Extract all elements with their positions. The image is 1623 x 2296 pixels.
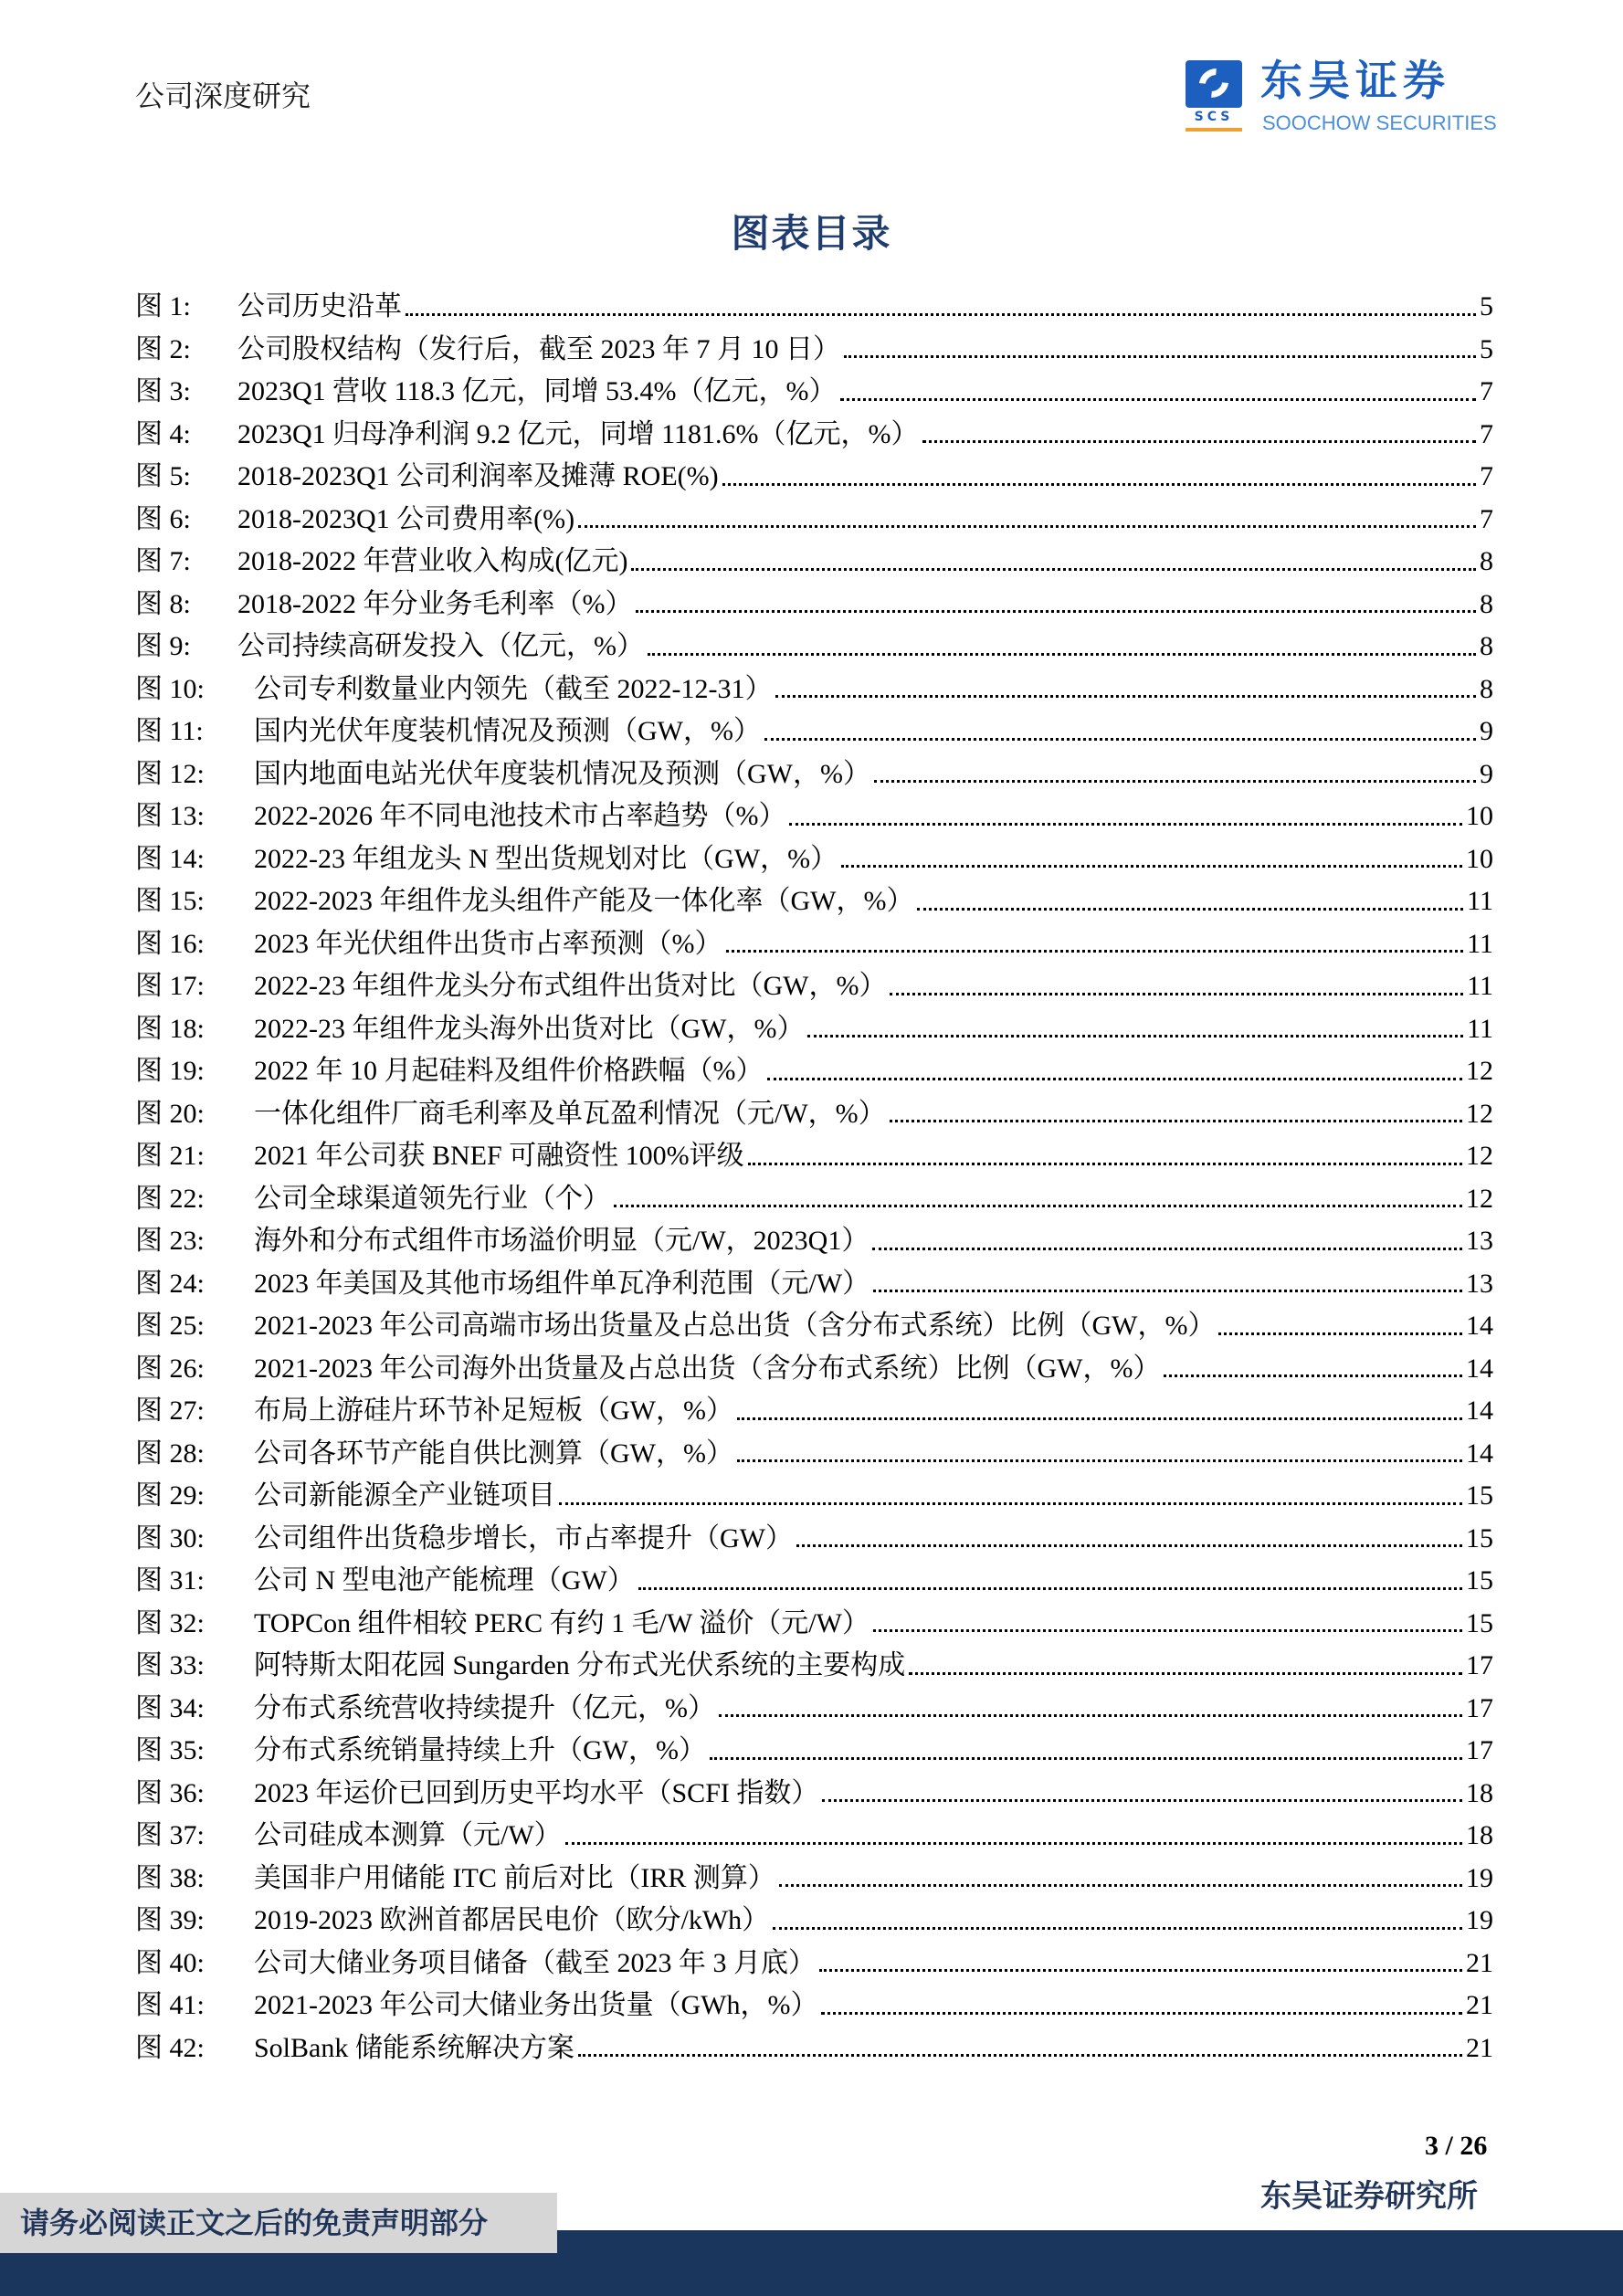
figure-title: 2023 年美国及其他市场组件单瓦净利范围（元/W） — [254, 1268, 870, 1299]
toc-entry[interactable] — [135, 1475, 1493, 1518]
page-ref: 12 — [1466, 1098, 1493, 1129]
dot-leader — [821, 2012, 1462, 2015]
figure-title: 2018-2023Q1 公司费用率(%) — [237, 503, 575, 534]
dot-leader — [890, 993, 1463, 995]
logo-chinese-name: 东吴证券 — [1260, 56, 1450, 105]
dot-leader — [873, 1290, 1462, 1292]
figure-label: 图 17: — [135, 971, 205, 1001]
dot-leader — [1164, 1374, 1462, 1377]
toc-entry[interactable] — [135, 626, 1493, 669]
figure-title: SolBank 储能系统解决方案 — [254, 2032, 574, 2063]
dot-leader — [917, 908, 1463, 911]
figure-title: 公司组件出货稳步增长，市占率提升（GW） — [254, 1522, 793, 1553]
page-ref: 14 — [1466, 1438, 1493, 1469]
toc-entry[interactable] — [135, 1688, 1493, 1731]
page-ref: 7 — [1480, 376, 1493, 406]
toc-entry[interactable] — [135, 795, 1493, 838]
figure-label: 图 25: — [135, 1311, 205, 1341]
toc-entry[interactable] — [135, 541, 1493, 584]
page-ref: 19 — [1466, 1862, 1493, 1893]
page-ref: 17 — [1466, 1735, 1493, 1765]
page-ref: 12 — [1466, 1183, 1493, 1214]
figure-label: 图 34: — [135, 1692, 205, 1723]
dot-leader — [890, 1120, 1462, 1122]
figure-title: 2022-23 年组件龙头海外出货对比（GW，%） — [254, 1013, 805, 1044]
toc-entry[interactable] — [135, 1433, 1493, 1476]
toc-entry[interactable] — [135, 1050, 1493, 1093]
dot-leader — [1218, 1332, 1462, 1335]
figure-label: 图 2: — [135, 333, 191, 364]
figure-label: 图 27: — [135, 1396, 205, 1426]
toc-entry[interactable] — [135, 1263, 1493, 1306]
figure-title: 2021 年公司获 BNEF 可融资性 100%评级 — [254, 1141, 744, 1171]
figure-label: 图 9: — [135, 631, 191, 661]
figure-label: 图 39: — [135, 1905, 205, 1935]
page-ref: 8 — [1480, 546, 1493, 576]
dot-leader — [764, 738, 1476, 741]
toc-entry[interactable] — [135, 499, 1493, 542]
figure-label: 图 8: — [135, 588, 191, 619]
toc-entry[interactable] — [135, 1815, 1493, 1858]
dot-leader — [578, 525, 1476, 528]
figure-label: 图 41: — [135, 1990, 205, 2020]
toc-entry[interactable] — [135, 711, 1493, 753]
figure-label: 图 32: — [135, 1607, 205, 1638]
figure-label: 图 23: — [135, 1226, 205, 1256]
dot-leader — [844, 355, 1476, 358]
page-ref: 9 — [1480, 758, 1493, 789]
figure-title: 公司专利数量业内领先（截至 2022-12-31） — [254, 673, 773, 704]
toc-entry[interactable] — [135, 1560, 1493, 1603]
toc-entry[interactable] — [135, 1348, 1493, 1391]
dot-leader — [578, 2054, 1462, 2057]
figure-index-list — [135, 286, 1493, 2070]
page-ref: 15 — [1466, 1607, 1493, 1638]
figure-title: 公司 N 型电池产能梳理（GW） — [254, 1565, 635, 1596]
toc-entry[interactable] — [135, 329, 1493, 372]
figure-label: 图 12: — [135, 758, 205, 789]
page-ref: 5 — [1480, 291, 1493, 321]
page-ref: 10 — [1466, 843, 1493, 874]
dot-leader — [767, 1078, 1463, 1080]
page-ref: 14 — [1466, 1353, 1493, 1384]
page-ref: 15 — [1466, 1565, 1493, 1596]
toc-entry[interactable] — [135, 1178, 1493, 1221]
figure-label: 图 16: — [135, 928, 205, 959]
figure-label: 图 11: — [135, 716, 204, 746]
page-ref: 8 — [1480, 588, 1493, 619]
figure-title: 2022-23 年组龙头 N 型出货规划对比（GW，%） — [254, 843, 838, 874]
page-ref: 7 — [1480, 461, 1493, 491]
page-number: 3 / 26 — [1425, 2131, 1488, 2161]
figure-title: 公司各环节产能自供比测算（GW，%） — [254, 1438, 733, 1469]
dot-leader — [773, 1927, 1462, 1930]
figure-label: 图 7: — [135, 546, 191, 576]
toc-entry[interactable] — [135, 838, 1493, 881]
toc-entry[interactable] — [135, 371, 1493, 414]
dot-leader — [796, 1544, 1462, 1547]
dot-leader — [648, 653, 1476, 656]
toc-entry[interactable] — [135, 965, 1493, 1008]
toc-entry[interactable] — [135, 456, 1493, 499]
figure-title: 2018-2022 年营业收入构成(亿元) — [237, 546, 628, 576]
figure-label: 图 35: — [135, 1735, 205, 1765]
dot-leader — [719, 1714, 1462, 1717]
figure-title: 海外和分布式组件市场溢价明显（元/W，2023Q1） — [254, 1226, 869, 1256]
figure-title: 国内光伏年度装机情况及预测（GW，%） — [254, 716, 761, 746]
figure-title: 2019-2023 欧洲首都居民电价（欧分/kWh） — [254, 1905, 770, 1935]
page-ref: 21 — [1466, 1990, 1493, 2020]
page-ref: 11 — [1467, 1013, 1493, 1044]
figure-label: 图 19: — [135, 1056, 205, 1086]
page-title: 图表目录 — [731, 214, 892, 256]
toc-entry[interactable] — [135, 1305, 1493, 1348]
dot-leader — [807, 1035, 1463, 1037]
figure-title: 一体化组件厂商毛利率及单瓦盈利情况（元/W，%） — [254, 1098, 886, 1129]
dot-leader — [874, 780, 1476, 783]
figure-title: 2023 年光伏组件出货市占率预测（%） — [254, 928, 722, 959]
toc-entry[interactable] — [135, 923, 1493, 966]
figure-title: 2021-2023 年公司大储业务出货量（GWh，%） — [254, 1990, 818, 2020]
dot-leader — [614, 1205, 1462, 1207]
dot-leader — [636, 610, 1476, 613]
dot-leader — [922, 440, 1476, 443]
figure-title: 2021-2023 年公司海外出货量及占总出货（含分布式系统）比例（GW，%） — [254, 1353, 1161, 1384]
dot-leader — [775, 695, 1476, 698]
page-ref: 13 — [1466, 1268, 1493, 1299]
toc-entry[interactable] — [135, 414, 1493, 457]
figure-label: 图 40: — [135, 1947, 205, 1978]
toc-entry[interactable] — [135, 753, 1493, 796]
figure-title: 美国非户用储能 ITC 前后对比（IRR 测算） — [254, 1862, 775, 1893]
dot-leader — [710, 1757, 1462, 1760]
figure-label: 图 15: — [135, 886, 205, 916]
figure-label: 图 20: — [135, 1098, 205, 1129]
figure-title: 2022 年 10 月起硅料及组件价格跌幅（%） — [254, 1056, 764, 1086]
dot-leader — [737, 1417, 1462, 1420]
dot-leader — [748, 1163, 1462, 1165]
page-ref: 17 — [1466, 1650, 1493, 1680]
page-ref: 19 — [1466, 1905, 1493, 1935]
dot-leader — [789, 823, 1462, 826]
toc-entry[interactable] — [135, 1008, 1493, 1051]
figure-label: 图 33: — [135, 1650, 205, 1680]
dot-leader — [737, 1459, 1462, 1462]
figure-title: 国内地面电站光伏年度装机情况及预测（GW，%） — [254, 758, 870, 789]
toc-entry[interactable] — [135, 669, 1493, 711]
disclaimer-box — [0, 2193, 557, 2253]
toc-entry[interactable] — [135, 880, 1493, 923]
figure-title: 公司历史沿革 — [237, 291, 402, 321]
figure-label: 图 24: — [135, 1268, 205, 1299]
figure-title: 2018-2022 年分业务毛利率（%） — [237, 588, 633, 619]
figure-title: 公司硅成本测算（元/W） — [254, 1820, 562, 1850]
disclaimer-text: 请务必阅读正文之后的免责声明部分 — [20, 2206, 489, 2239]
dot-leader — [565, 1842, 1462, 1845]
toc-entry[interactable] — [135, 1943, 1493, 1985]
toc-entry[interactable] — [135, 1645, 1493, 1688]
page-ref: 7 — [1480, 418, 1493, 449]
figure-label: 图 6: — [135, 503, 191, 534]
toc-entry[interactable] — [135, 2027, 1493, 2070]
figure-title: 分布式系统销量持续上升（GW，%） — [254, 1735, 706, 1765]
toc-entry[interactable] — [135, 1518, 1493, 1561]
figure-title: 2023 年运价已回到历史平均水平（SCFI 指数） — [254, 1777, 819, 1808]
page-ref: 21 — [1466, 1947, 1493, 1978]
page-ref: 14 — [1466, 1311, 1493, 1341]
page-ref: 5 — [1480, 333, 1493, 364]
figure-label: 图 3: — [135, 376, 191, 406]
figure-label: 图 22: — [135, 1183, 205, 1214]
page-ref: 8 — [1480, 631, 1493, 661]
toc-entry[interactable] — [135, 1730, 1493, 1773]
dot-leader — [873, 1629, 1462, 1632]
page-ref: 12 — [1466, 1141, 1493, 1171]
figure-label: 图 26: — [135, 1353, 205, 1384]
dot-leader — [638, 1587, 1462, 1590]
dot-leader — [819, 1969, 1462, 1972]
logo-abbr: SCS — [1194, 110, 1234, 124]
toc-entry[interactable] — [135, 1858, 1493, 1901]
page-ref: 21 — [1466, 2032, 1493, 2063]
toc-entry[interactable] — [135, 1900, 1493, 1943]
figure-title: TOPCon 组件相较 PERC 有约 1 毛/W 溢价（元/W） — [254, 1607, 869, 1638]
figure-title: 公司新能源全产业链项目 — [254, 1480, 555, 1511]
toc-entry[interactable] — [135, 1773, 1493, 1816]
figure-title: 2022-2023 年组件龙头组件产能及一体化率（GW，%） — [254, 886, 914, 916]
figure-title: 公司大储业务项目储备（截至 2023 年 3 月底） — [254, 1947, 816, 1978]
page-ref: 15 — [1466, 1480, 1493, 1511]
dot-leader — [779, 1884, 1462, 1887]
figure-title: 2023Q1 营收 118.3 亿元，同增 53.4%（亿元，%） — [237, 376, 837, 406]
figure-label: 图 28: — [135, 1438, 205, 1469]
report-type-label: 公司深度研究 — [135, 79, 311, 112]
figure-title: 分布式系统营收持续提升（亿元，%） — [254, 1692, 715, 1723]
dot-leader — [872, 1248, 1462, 1250]
figure-label: 图 13: — [135, 801, 205, 831]
page-ref: 14 — [1466, 1396, 1493, 1426]
figure-label: 图 31: — [135, 1565, 205, 1596]
page-ref: 18 — [1466, 1820, 1493, 1850]
toc-entry[interactable] — [135, 1390, 1493, 1433]
figure-title: 2021-2023 年公司高端市场出货量及占总出货（含分布式系统）比例（GW，%） — [254, 1311, 1216, 1341]
figure-label: 图 21: — [135, 1141, 205, 1171]
dot-leader — [822, 1799, 1462, 1802]
dot-leader — [406, 313, 1476, 316]
toc-entry[interactable] — [135, 584, 1493, 627]
figure-title: 布局上游硅片环节补足短板（GW，%） — [254, 1396, 733, 1426]
page-ref: 10 — [1466, 801, 1493, 831]
page-ref: 15 — [1466, 1522, 1493, 1553]
page-ref: 12 — [1466, 1056, 1493, 1086]
toc-entry[interactable] — [135, 1135, 1493, 1178]
toc-entry[interactable] — [135, 286, 1493, 329]
figure-title: 2023Q1 归母净利润 9.2 亿元，同增 1181.6%（亿元，%） — [237, 418, 919, 449]
figure-title: 阿特斯太阳花园 Sungarden 分布式光伏系统的主要构成 — [254, 1650, 906, 1680]
figure-title: 2018-2023Q1 公司利润率及摊薄 ROE(%) — [237, 461, 719, 491]
figure-label: 图 14: — [135, 843, 205, 874]
figure-label: 图 37: — [135, 1820, 205, 1850]
dot-leader — [726, 950, 1464, 953]
toc-entry[interactable] — [135, 1093, 1493, 1136]
page-ref: 11 — [1467, 971, 1493, 1001]
dot-leader — [909, 1672, 1462, 1675]
page-ref: 7 — [1480, 503, 1493, 534]
dot-leader — [631, 568, 1476, 571]
dot-leader — [841, 865, 1462, 868]
figure-label: 图 4: — [135, 418, 191, 449]
figure-label: 图 10: — [135, 673, 205, 704]
figure-label: 图 42: — [135, 2032, 205, 2063]
footer-organization: 东吴证券研究所 — [1260, 2180, 1478, 2214]
figure-title: 2022-2026 年不同电池技术市占率趋势（%） — [254, 801, 786, 831]
figure-label: 图 18: — [135, 1013, 205, 1044]
dot-leader — [722, 483, 1476, 486]
figure-label: 图 38: — [135, 1862, 205, 1893]
figure-title: 公司持续高研发投入（亿元，%） — [237, 631, 644, 661]
dot-leader — [840, 398, 1476, 401]
page-ref: 17 — [1466, 1692, 1493, 1723]
logo-mark-icon — [1186, 60, 1242, 108]
page-ref: 18 — [1466, 1777, 1493, 1808]
page-ref: 13 — [1466, 1226, 1493, 1256]
figure-title: 公司股权结构（发行后，截至 2023 年 7 月 10 日） — [237, 333, 840, 364]
figure-label: 图 29: — [135, 1480, 205, 1511]
page-ref: 11 — [1467, 886, 1493, 916]
figure-title: 2022-23 年组件龙头分布式组件出货对比（GW，%） — [254, 971, 887, 1001]
page-ref: 9 — [1480, 716, 1493, 746]
toc-entry[interactable] — [135, 1603, 1493, 1646]
figure-title: 公司全球渠道领先行业（个） — [254, 1183, 610, 1214]
figure-label: 图 36: — [135, 1777, 205, 1808]
figure-label: 图 30: — [135, 1522, 205, 1553]
toc-entry[interactable] — [135, 1985, 1493, 2027]
dot-leader — [559, 1502, 1462, 1505]
figure-label: 图 1: — [135, 291, 191, 321]
figure-label: 图 5: — [135, 461, 191, 491]
soochow-securities-logo — [1186, 57, 1533, 139]
logo-underline — [1186, 128, 1242, 132]
page-ref: 8 — [1480, 673, 1493, 704]
logo-english-name: SOOCHOW SECURITIES — [1262, 111, 1497, 134]
toc-entry[interactable] — [135, 1220, 1493, 1263]
page-ref: 11 — [1467, 928, 1493, 959]
